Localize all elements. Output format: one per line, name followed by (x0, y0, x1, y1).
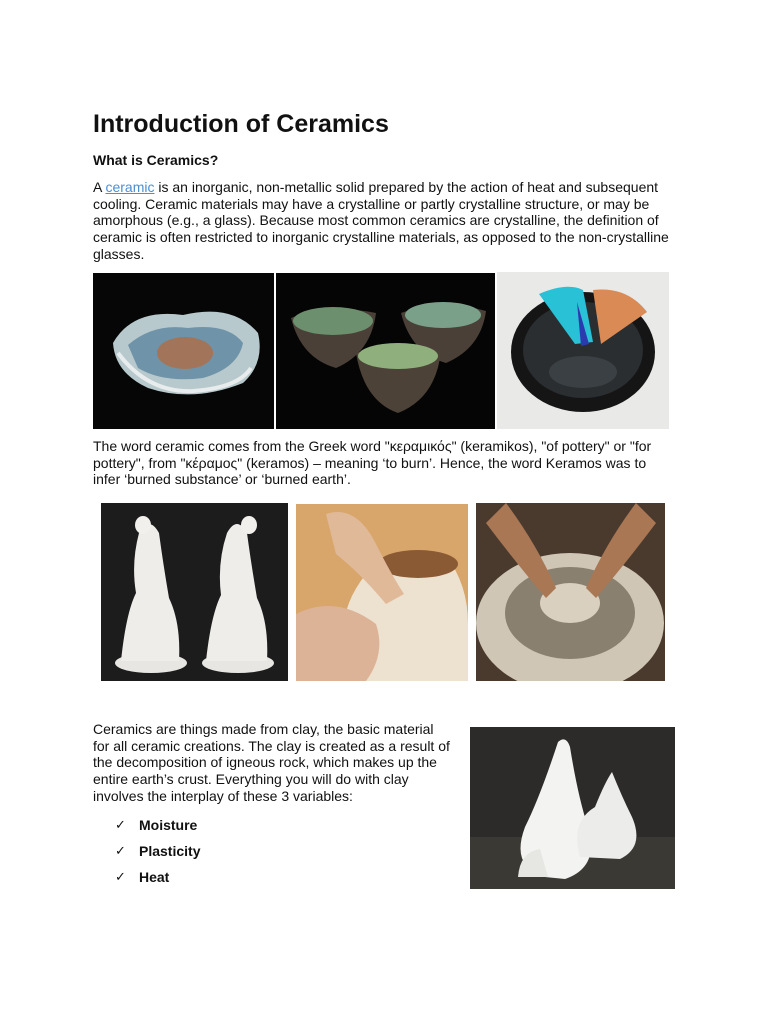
checkmark-icon: ✓ (115, 843, 126, 858)
figurines-photo (101, 503, 288, 681)
variable-label: Moisture (139, 817, 198, 833)
etymology-paragraph: The word ceramic comes from the Greek word "κεραμικός" (keramikos), "of pottery" or "for pottery", from "κέραμος" (keramos) – meaning ‘to burn’. Hence, the word Keramos was to infer ‘burned substance’ or ‘burned earth’. (93, 438, 652, 488)
section-heading: What is Ceramics? (93, 152, 219, 168)
checkmark-icon: ✓ (115, 817, 126, 832)
three-bowls-photo (276, 273, 495, 429)
pottery-wheel-photo (476, 503, 665, 681)
ceramic-link[interactable]: ceramic (105, 179, 155, 195)
intro-prefix: A (93, 179, 106, 195)
list-item (115, 838, 200, 864)
intro-paragraph (93, 179, 673, 263)
list-item (115, 812, 200, 838)
vase-shaping-photo (296, 504, 468, 681)
checkmark-icon: ✓ (115, 869, 126, 884)
glazed-bowl-photo (93, 273, 274, 429)
variable-label: Plasticity (139, 843, 201, 859)
page-title: Introduction of Ceramics (93, 110, 389, 138)
intro-text: is an inorganic, non-metallic solid prepared by the action of heat and subsequent cooling. Ceramic materials may have a crystalline or partly crystalline structure, or may be amorphous (e.g., a glass). Because most common ceramics are crystalline, the definition of ceramic is often restricted to inorganic crystalline materials, as opposed to the non-crystalline glasses. (93, 179, 669, 262)
variables-list (115, 812, 200, 890)
white-vessels-photo (470, 727, 675, 889)
clay-paragraph: Ceramics are things made from clay, the basic material for all ceramic creations. The clay is created as a result of the decomposition of igneous rock, which makes up the entire earth’s crust. Everything you will do with clay involves the interplay of these 3 variables: (93, 721, 450, 804)
list-item (115, 864, 200, 890)
striped-bowl-photo (497, 272, 669, 429)
variable-label: Heat (139, 869, 170, 885)
